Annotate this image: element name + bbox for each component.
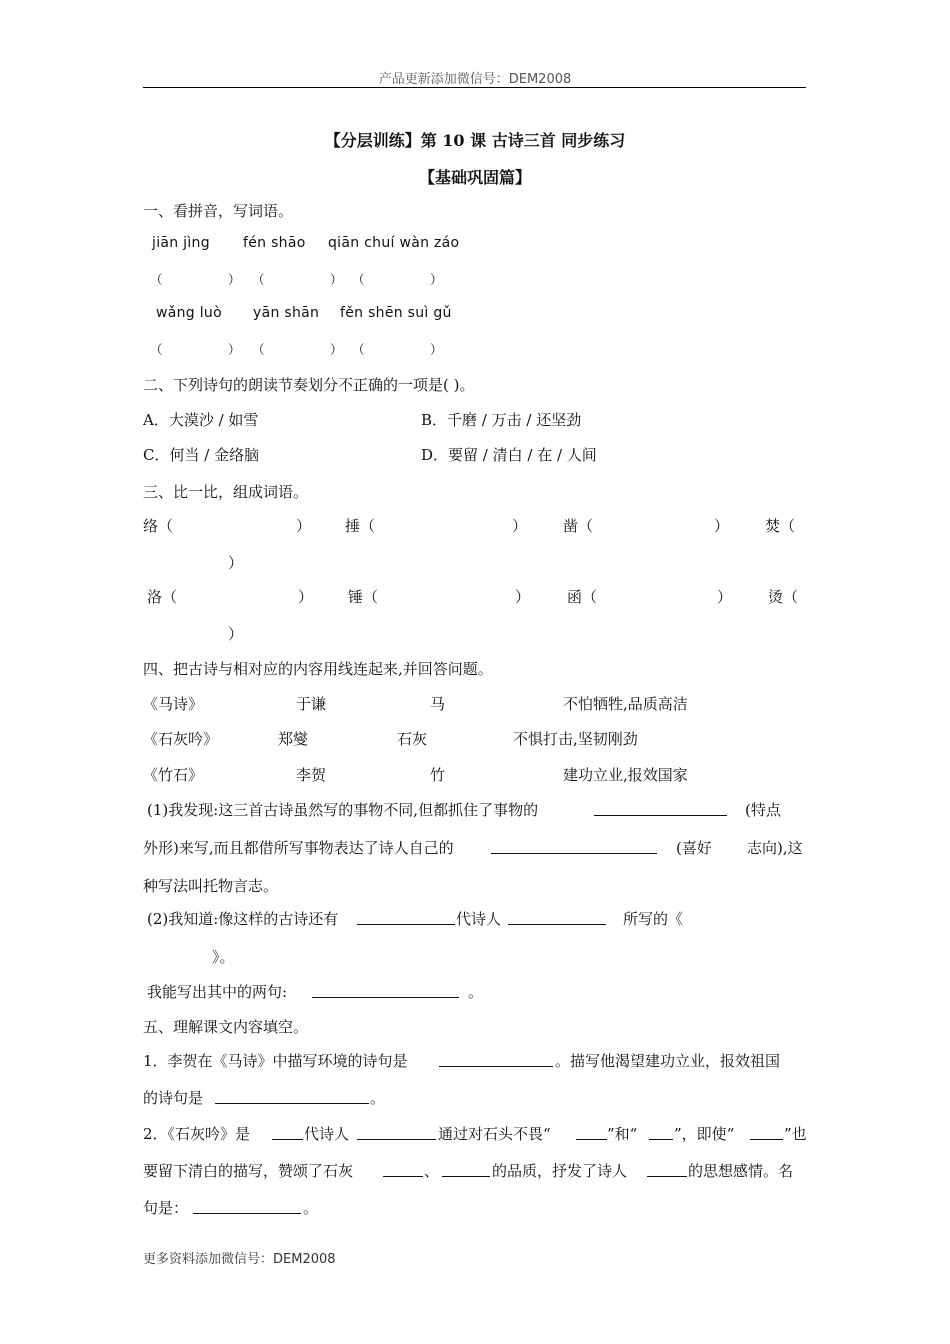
char-close: ） [714, 517, 730, 535]
char-item: 焚（ [765, 517, 796, 535]
pinyin-6: fěn shēn suì gǔ [340, 305, 452, 321]
q5-heading: 五、理解课文内容填空。 [143, 1018, 309, 1036]
char-item: 锤（ [348, 588, 379, 606]
q4-heading: 四、把古诗与相对应的内容用线连起来,并回答问题。 [143, 660, 493, 678]
answer-blank[interactable] [439, 1052, 553, 1067]
q4-part2-text: 》。 [212, 948, 235, 966]
q2-option-b: B．千磨 / 万击 / 还坚劲 [421, 411, 582, 429]
q5-item2-text: 句是： [143, 1199, 189, 1217]
header-rule [143, 87, 806, 88]
blank-close: ） [430, 272, 443, 287]
pinyin-3: qiān chuí wàn záo [328, 235, 460, 251]
q5-item2-text: 通过对石头不畏“ [438, 1125, 551, 1143]
pinyin-2: fén shāo [243, 235, 306, 251]
poem-title: 《马诗》 [143, 695, 204, 713]
answer-blank[interactable] [272, 1125, 303, 1140]
q5-item2-text: 2．《石灰吟》是 [143, 1125, 251, 1143]
blank-open: （ [252, 342, 265, 357]
char-close: ） [512, 517, 528, 535]
char-close: ） [228, 625, 244, 643]
char-item: 捶（ [345, 517, 376, 535]
char-item: 络（ [143, 517, 174, 535]
answer-blank[interactable] [491, 839, 657, 854]
pinyin-5: yān shān [253, 305, 320, 321]
answer-blank[interactable] [383, 1162, 423, 1177]
char-close: ） [515, 588, 531, 606]
q2-option-d: D．要留 / 清白 / 在 / 人间 [421, 446, 597, 464]
answer-blank[interactable] [508, 910, 606, 925]
poem-quality: 不惧打击,坚韧刚劲 [513, 730, 638, 748]
q1-heading: 一、看拼音，写词语。 [143, 202, 294, 220]
q4-part2-text: 所写的《 [623, 910, 684, 928]
char-item: 洛（ [147, 588, 178, 606]
answer-blank[interactable] [594, 801, 727, 816]
pinyin-4: wǎng luò [156, 305, 222, 321]
poem-quality: 建功立业,报效国家 [563, 766, 688, 784]
poem-object: 竹 [430, 766, 446, 784]
blank-open: （ [150, 342, 163, 357]
poem-quality: 不怕牺牲,品质高洁 [563, 695, 688, 713]
page-footer: 更多资料添加微信号：DEM2008 [143, 1252, 336, 1267]
q5-item2-text: ”也 [784, 1125, 807, 1143]
char-item: 烫（ [768, 588, 799, 606]
q2-option-c: C．何当 / 金络脑 [143, 446, 260, 464]
answer-blank[interactable] [750, 1125, 783, 1140]
answer-blank[interactable] [215, 1089, 369, 1104]
poem-author: 李贺 [296, 766, 327, 784]
blank-open: （ [352, 342, 365, 357]
answer-blank[interactable] [357, 910, 455, 925]
poem-title: 《石灰吟》 [143, 730, 219, 748]
answer-blank[interactable] [649, 1125, 673, 1140]
blank-open: （ [352, 272, 365, 287]
pinyin-1: jiān jìng [152, 235, 210, 251]
q4-part2-text: 代诗人 [456, 910, 502, 928]
q4-part1-text: 外形)来写,而且都借所写事物表达了诗人自己的 [143, 839, 454, 857]
blank-close: ） [330, 342, 343, 357]
q4-part1-text: 志向),这 [747, 839, 803, 857]
q2-option-a: A．大漠沙 / 如雪 [143, 411, 259, 429]
worksheet-title: 【分层训练】第 10 课 古诗三首 同步练习 [324, 131, 626, 150]
q5-item2-text: 的品质，抒发了诗人 [492, 1162, 628, 1180]
blank-close: ） [430, 342, 443, 357]
q4-part3-text: 。 [468, 983, 484, 1001]
answer-blank[interactable] [357, 1125, 436, 1140]
char-item: 凿（ [563, 517, 594, 535]
blank-close: ） [228, 342, 241, 357]
blank-open: （ [150, 272, 163, 287]
q5-item2-text: 要留下清白的描写，赞颂了石灰 [143, 1162, 354, 1180]
q5-item2-text: 、 [424, 1162, 440, 1180]
q4-part1-text: 种写法叫托物言志。 [143, 877, 279, 895]
poem-object: 石灰 [397, 730, 428, 748]
q4-part1-text: (特点 [745, 801, 781, 819]
q5-item1-text: 1．李贺在《马诗》中描写环境的诗句是 [143, 1052, 408, 1070]
page-header: 产品更新添加微信号：DEM2008 [378, 72, 572, 87]
answer-blank[interactable] [193, 1199, 301, 1214]
q4-part1-text: (1)我发现:这三首古诗虽然写的事物不同,但都抓住了事物的 [147, 801, 539, 819]
answer-blank[interactable] [647, 1162, 687, 1177]
q5-item1-text: 。描写他渴望建功立业，报效祖国 [555, 1052, 781, 1070]
answer-blank[interactable] [576, 1125, 607, 1140]
poem-author: 于谦 [296, 695, 327, 713]
q5-item2-text: 代诗人 [304, 1125, 350, 1143]
char-close: ） [298, 588, 314, 606]
char-close: ） [296, 517, 312, 535]
poem-author: 郑燮 [278, 730, 309, 748]
q5-item2-text: 的思想感情。名 [688, 1162, 794, 1180]
q4-part3-text: 我能写出其中的两句: [147, 983, 288, 1001]
char-close: ） [717, 588, 733, 606]
q5-item2-text: ”和“ [607, 1125, 638, 1143]
blank-close: ） [228, 272, 241, 287]
poem-object: 马 [430, 695, 446, 713]
poem-title: 《竹石》 [143, 766, 204, 784]
q5-item2-text: 。 [303, 1199, 319, 1217]
q4-part2-text: (2)我知道:像这样的古诗还有 [147, 910, 339, 928]
q5-item1-text: 。 [370, 1089, 386, 1107]
q2-heading: 二、下列诗句的朗读节奏划分不正确的一项是( )。 [143, 376, 475, 394]
char-close: ） [228, 554, 244, 572]
answer-blank[interactable] [312, 983, 459, 998]
q5-item1-text: 的诗句是 [143, 1089, 204, 1107]
section-subtitle: 【基础巩固篇】 [418, 168, 531, 187]
char-item: 函（ [567, 588, 598, 606]
q5-item2-text: ”，即使“ [674, 1125, 735, 1143]
q3-heading: 三、比一比，组成词语。 [143, 483, 309, 501]
answer-blank[interactable] [442, 1162, 490, 1177]
blank-close: ） [330, 272, 343, 287]
blank-open: （ [252, 272, 265, 287]
q4-part1-text: (喜好 [676, 839, 712, 857]
